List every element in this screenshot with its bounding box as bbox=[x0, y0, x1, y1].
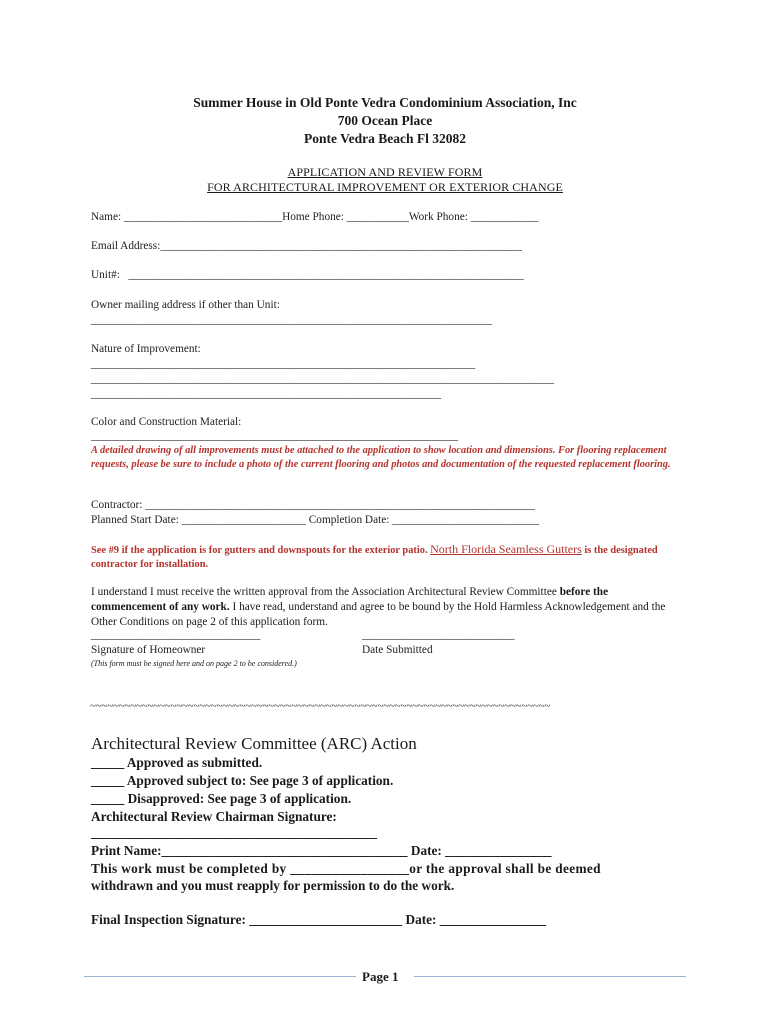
association-name: Summer House in Old Ponte Vedra Condominium Association, Inc bbox=[193, 95, 577, 110]
email-row[interactable]: Email Address:________________________________________________________________ bbox=[91, 240, 522, 252]
agreement-bold: before the commencement of any work. bbox=[91, 586, 609, 613]
tilde-divider: ~~~~~~~~~~~~~~~~~~~~~~~~~~~~~~~~~~~~~~~~~~~~~~~~~~~~~~~~~~~~~~~~~~~~~~~~~~~~~~~~ bbox=[90, 700, 551, 712]
color-material-line[interactable]: _________________________________________________________________ bbox=[91, 430, 459, 442]
form-title-line1 bbox=[0, 164, 770, 180]
form-title-text1: APPLICATION AND REVIEW FORM bbox=[287, 165, 483, 179]
agreement-paragraph bbox=[91, 585, 681, 630]
dates-row[interactable]: Planned Start Date: ______________________ Completion Date: __________________________ bbox=[91, 514, 540, 526]
arc-approved-subject[interactable]: _____ Approved subject to: See page 3 of application. bbox=[91, 773, 394, 788]
association-city: Ponte Vedra Beach Fl 32082 bbox=[304, 131, 466, 146]
association-street: 700 Ocean Place bbox=[337, 113, 433, 128]
gutters-contractor-link[interactable]: North Florida Seamless Gutters bbox=[430, 542, 582, 556]
arc-heading: Architectural Review Committee (ARC) Action bbox=[91, 734, 417, 753]
date-submitted-line[interactable]: ___________________________ bbox=[362, 629, 515, 641]
signature-note: (This form must be signed here and on page 2 to be considered.) bbox=[91, 659, 297, 668]
drawing-notice: A detailed drawing of all improvements must be attached to the application to show location and dimensions. For flooring replacement requests, please be sure to include a photo of the current flooring and photos and documentation of the requested replacement flooring. bbox=[91, 445, 671, 470]
form-title-line2 bbox=[0, 179, 770, 195]
date-submitted-label: Date Submitted bbox=[362, 644, 433, 656]
agreement-part2: I have read, understand and agree to be bound by the Hold Harmless Acknowledgement and the Other Conditions on page 2 of this application form. bbox=[91, 601, 666, 628]
agreement-part1: I understand I must receive the written approval from the Association Architectural Review Committee bbox=[91, 586, 560, 598]
page-number: Page 1 bbox=[362, 969, 399, 984]
arc-chairman-label: Architectural Review Chairman Signature: bbox=[91, 809, 337, 824]
homeowner-signature-label: Signature of Homeowner bbox=[91, 644, 206, 656]
contractor-row[interactable]: Contractor: _____________________________________________________________________ bbox=[91, 499, 536, 511]
nature-label: Nature of Improvement: bbox=[91, 343, 201, 355]
nature-line-2[interactable]: __________________________________________________________________________________ bbox=[91, 373, 555, 385]
name-phone-row[interactable]: Name: ____________________________Home Phone: ___________Work Phone: ____________ bbox=[91, 211, 539, 223]
arc-final-inspection[interactable]: Final Inspection Signature: _______________________ Date: ________________ bbox=[91, 912, 547, 927]
form-title-text2: FOR ARCHITECTURAL IMPROVEMENT OR EXTERIOR CHANGE bbox=[207, 180, 563, 194]
gutters-notice-post: is the designated contractor for installation. bbox=[91, 545, 658, 570]
nature-line-1[interactable]: ____________________________________________________________________ bbox=[91, 358, 476, 370]
arc-chairman-line[interactable]: ___________________________________________ bbox=[91, 825, 377, 840]
gutters-notice-pre: See #9 if the application is for gutters and downspouts for the exterior patio. bbox=[91, 545, 431, 556]
arc-print-name[interactable]: Print Name:_____________________________________ Date: ________________ bbox=[91, 843, 552, 858]
homeowner-signature-line[interactable]: ______________________________ bbox=[91, 629, 261, 641]
footer-rule-right bbox=[414, 976, 686, 977]
unit-row[interactable]: Unit#: ______________________________________________________________________ bbox=[91, 269, 524, 281]
color-material-label: Color and Construction Material: bbox=[91, 416, 242, 428]
nature-line-3[interactable]: ______________________________________________________________ bbox=[91, 388, 442, 400]
owner-address-line[interactable]: _______________________________________________________________________ bbox=[91, 314, 493, 326]
arc-approved[interactable]: _____ Approved as submitted. bbox=[91, 755, 263, 770]
arc-completed-line2: withdrawn and you must reapply for permission to do the work. bbox=[91, 878, 455, 893]
gutters-notice bbox=[91, 542, 683, 572]
footer-rule-left bbox=[84, 976, 356, 977]
owner-address-label: Owner mailing address if other than Unit: bbox=[91, 299, 280, 311]
arc-completed-line1[interactable]: This work must be completed by _________________or the approval shall be deemed bbox=[91, 861, 601, 876]
arc-disapproved[interactable]: _____ Disapproved: See page 3 of application. bbox=[91, 791, 352, 806]
